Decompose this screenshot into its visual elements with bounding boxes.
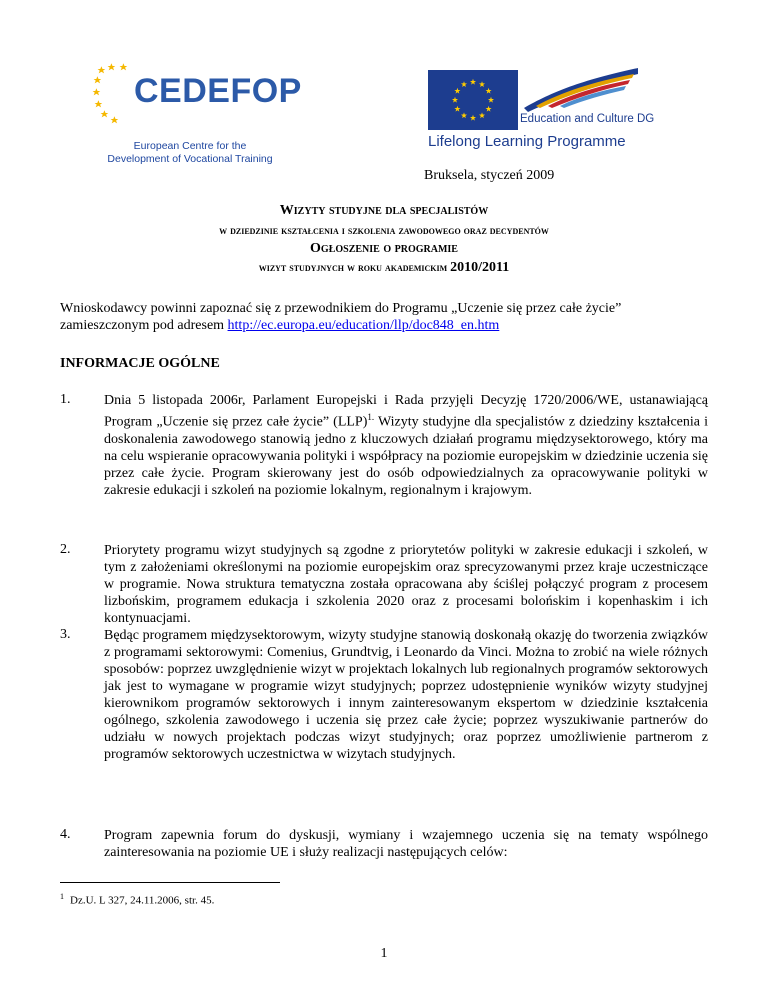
title-line-4 [60,260,708,276]
place-date: Bruksela, styczeń 2009 [424,168,555,183]
title-line-3-initial: O [310,241,321,256]
title-line-1-initial: W [279,203,294,218]
title-line-3-rest: głoszenie o programie [320,241,458,256]
list-item: Priorytety programu wizyt studyjnych są zgodne z priorytetów polityki w zakresie edukacji i szkoleń, w tym z założeniami określonymi na poziomie europejskim oraz sprecyzowanymi przez kraje uczestniczące w programie. Nowa struktura tematyczna została opracowana aby ściślej połączyć program z procesem lizbońskim, programem edukacja i szkolenia 2020 oraz z procesami bolońskim i kopenhaskim i ich kontynuacjami. [104,543,708,626]
item-number: 2. [60,542,71,557]
title-line-4-text: wizyt studyjnych w roku akademickim [258,260,448,274]
cedefop-wordmark: CEDEFOP [134,72,302,110]
title-line-1-rest: izyty studyjne dla specjalistów [293,203,489,218]
item-number: 1. [60,392,71,407]
item-1-text-b: Wizyty studyjne dla specjalistów z dziedziny kształcenia i doskonalenia zawodowego stanowią jedno z kluczowych działań programu międzysektorowego, który ma na celu wspieranie opracowywania polityki i współpracy na poziomie europejskim w dziedzinie uczenia się przez całe życie. Program skierowany jest do osób odpowiedzialnych za opracowywanie polityki w zakresie edukacji i szkoleń na poziomie lokalnym, regionalnym i krajowym. [104,414,708,498]
footnote-ref[interactable]: 1. [367,412,375,422]
item-number: 4. [60,827,71,842]
footnote [60,892,214,907]
list-item [104,392,708,499]
cedefop-subtitle-line1: European Centre for the [133,140,247,152]
item-1-text-a: Dnia 5 listopada 2006r, Parlament Europejski i Rada przyjęli Decyzję 1720/2006/WE, ustanawiającą Program „Uczenie się przez całe życie” (LLP) [104,393,708,430]
education-culture-swoosh-icon [522,62,640,114]
footnote-mark: 1 [60,892,64,901]
title-line-2: w dziedzinie kształcenia i szkolenia zawodowego oraz decydentów [219,223,549,237]
page-number: 1 [380,946,388,961]
footnote-text: Dz.U. L 327, 24.11.2006, str. 45. [70,894,215,907]
cedefop-subtitle-line2: Development of Vocational Training [107,153,273,165]
eu-flag-icon [428,70,518,130]
title-year: 2010/2011 [450,260,510,275]
list-item: Będąc programem międzysektorowym, wizyty studyjne stanowią doskonałą okazję do tworzenia związków z programami sektorowymi: Comenius, Grundtvig, i Leonardo da Vinci. Można to zrobić na wiele różnych sposobów: poprzez uwzględnienie wizyt w projektach lokalnych lub regionalnych programów sektorowych jak jest to wymagane w programie wizyt studyjnych; poprzez udostępnienie wyników wizyty studyjnej kierownikom programów sektorowych i innym zainteresowanym ekspertom w dziedzinie kształcenia ogólnego, szkolenia zawodowego i uczenia się przez całe życie; poprzez wyszukiwanie partnerów do udziału w nowych projektach podczas wizyt studyjnych; oraz poprzez umożliwienie partnerom z programów sektorowych uczestnictwa w wizytach studyjnych. [104,628,708,762]
list-item: Program zapewnia forum do dyskusji, wymiany i wzajemnego uczenia się na tematy wspólnego zainteresowania na poziomie UE i służy realizacji następujących celów: [104,828,708,860]
intro-text: Wnioskodawcy powinni zapoznać się z przewodnikiem do Programu „Uczenie się przez całe życie” zamieszczonym pod adresem [60,301,622,333]
title-line-1 [60,203,708,219]
section-heading: INFORMACJE OGÓLNE [60,356,220,371]
cedefop-subtitle [80,140,300,166]
intro-paragraph [60,300,708,334]
item-number: 3. [60,627,71,642]
title-line-3 [60,241,708,257]
footnote-divider [60,882,280,883]
programme-label: Lifelong Learning Programme [428,133,626,150]
dg-label: Education and Culture DG [520,113,655,125]
cedefop-star-arc [93,63,128,123]
guide-link[interactable]: http://ec.europa.eu/education/llp/doc848_en.htm [227,318,500,333]
